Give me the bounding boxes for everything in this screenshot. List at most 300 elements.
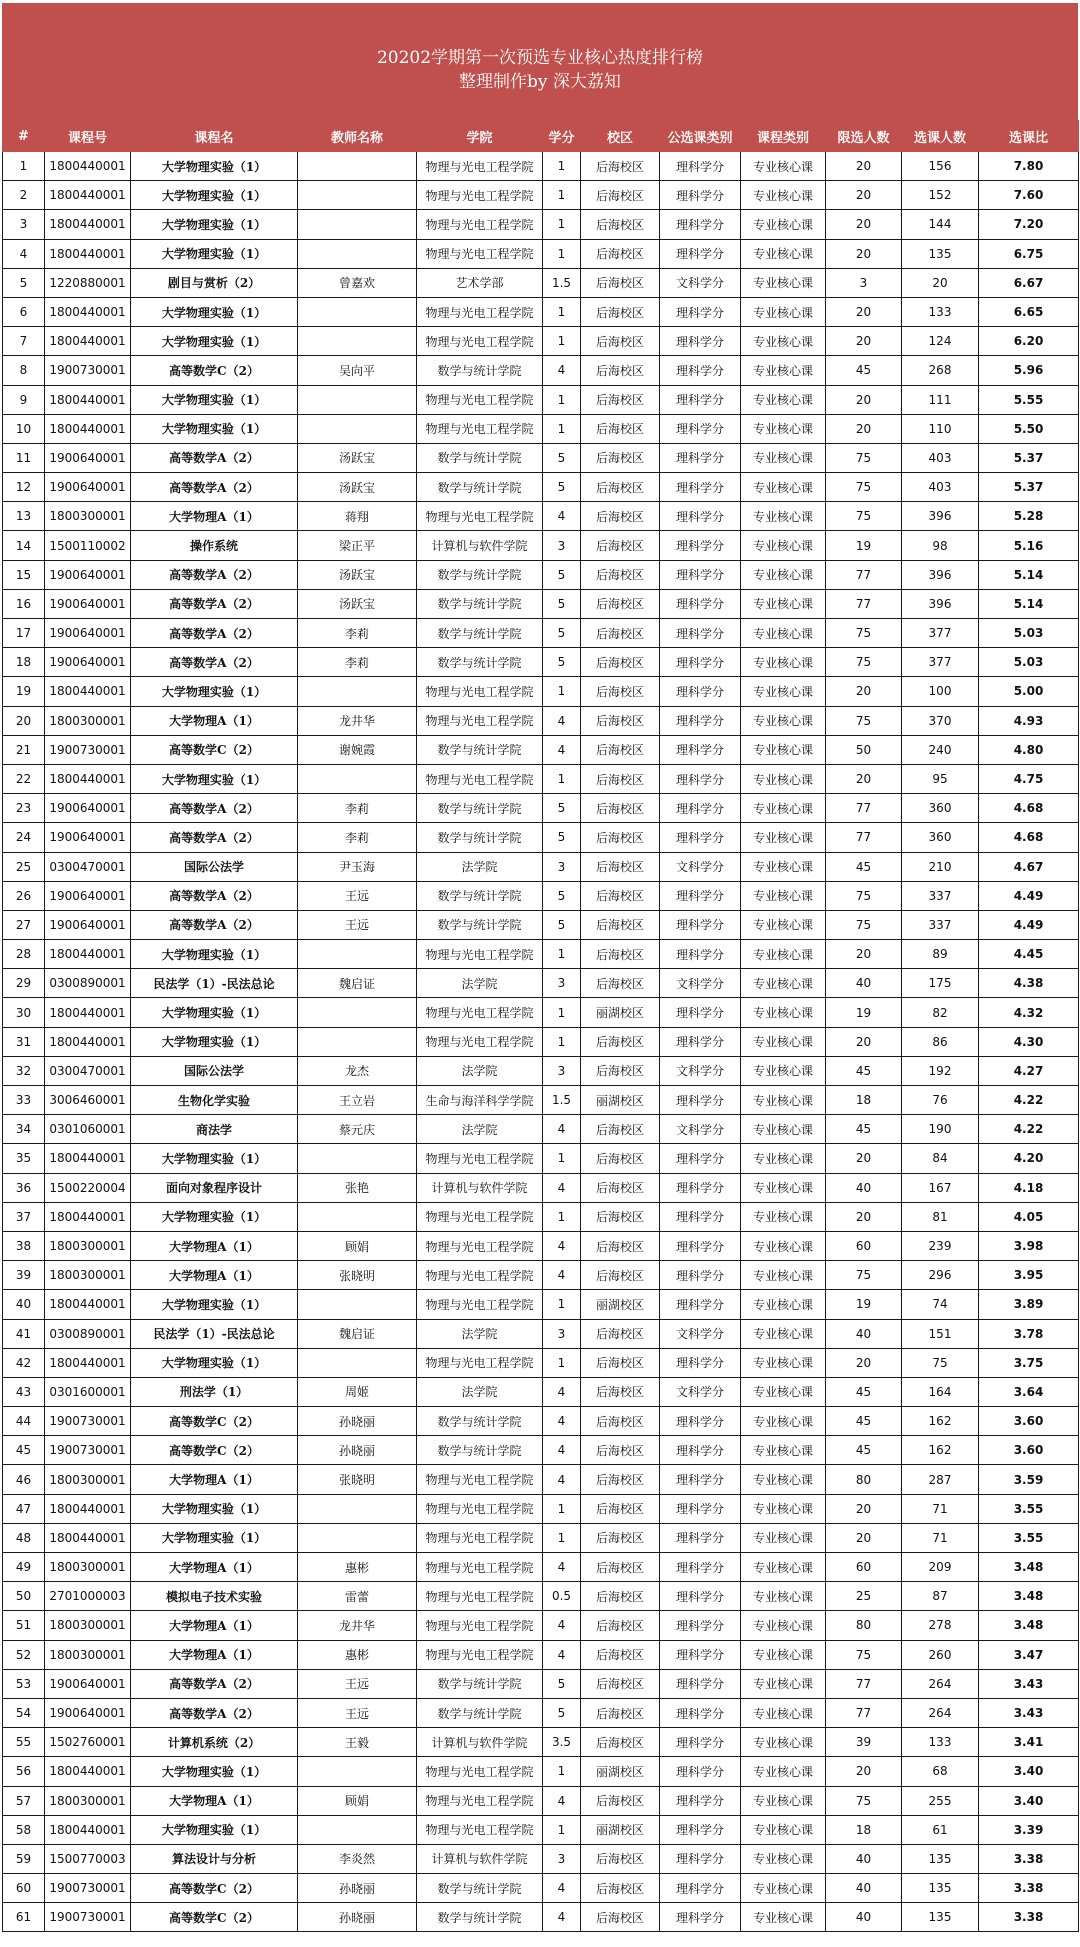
cell-ratio: 3.48 [979,1582,1079,1611]
cell-ratio: 5.37 [979,443,1079,472]
cell-teacher: 吴向平 [298,356,417,385]
cell-college: 数学与统计学院 [417,1436,543,1465]
cell-elective-category: 理科学分 [660,1027,741,1056]
cell-quota: 20 [826,1027,902,1056]
cell-rank: 45 [3,1436,45,1465]
cell-rank: 4 [3,239,45,268]
table-row [3,677,1079,706]
cell-course-category: 专业核心课 [741,940,826,969]
cell-elective-category: 理科学分 [660,152,741,181]
cell-course-category: 专业核心课 [741,998,826,1027]
cell-enrolled: 71 [902,1523,979,1552]
cell-ratio: 4.32 [979,998,1079,1027]
cell-course-code: 1800300001 [45,1261,131,1290]
cell-enrolled: 210 [902,852,979,881]
cell-credits: 1 [543,677,581,706]
cell-teacher: 孙晓丽 [298,1903,417,1932]
cell-credits: 3 [543,969,581,998]
cell-course-category: 专业核心课 [741,1669,826,1698]
cell-course-name: 大学物理实验（1） [131,677,298,706]
cell-course-category: 专业核心课 [741,1815,826,1844]
cell-campus: 丽湖校区 [581,998,660,1027]
cell-ratio: 3.60 [979,1436,1079,1465]
cell-elective-category: 理科学分 [660,1436,741,1465]
cell-course-category: 专业核心课 [741,210,826,239]
cell-college: 物理与光电工程学院 [417,1465,543,1494]
cell-course-code: 1800440001 [45,210,131,239]
cell-quota: 20 [826,1348,902,1377]
table-row [3,239,1079,268]
cell-college: 物理与光电工程学院 [417,210,543,239]
page-title: 20202学期第一次预选专业核心热度排行榜 [376,48,704,68]
cell-college: 法学院 [417,1056,543,1085]
cell-course-code: 0300470001 [45,852,131,881]
cell-enrolled: 71 [902,1494,979,1523]
cell-campus: 后海校区 [581,1728,660,1757]
cell-course-category: 专业核心课 [741,1144,826,1173]
cell-credits: 3 [543,852,581,881]
cell-elective-category: 理科学分 [660,1494,741,1523]
cell-credits: 1 [543,327,581,356]
table-row [3,764,1079,793]
cell-elective-category: 理科学分 [660,502,741,531]
cell-enrolled: 133 [902,297,979,326]
cell-ratio: 7.60 [979,181,1079,210]
table-row [3,1640,1079,1669]
cell-rank: 16 [3,589,45,618]
cell-enrolled: 192 [902,1056,979,1085]
cell-credits: 1 [543,1815,581,1844]
cell-course-category: 专业核心课 [741,1465,826,1494]
cell-campus: 后海校区 [581,1056,660,1085]
cell-ratio: 3.39 [979,1815,1079,1844]
cell-quota: 40 [826,1173,902,1202]
cell-course-code: 2701000003 [45,1582,131,1611]
cell-course-name: 大学物理A（1） [131,1640,298,1669]
cell-enrolled: 396 [902,560,979,589]
cell-college: 生命与海洋科学学院 [417,1086,543,1115]
cell-course-code: 1500220004 [45,1173,131,1202]
cell-enrolled: 100 [902,677,979,706]
cell-course-name: 面向对象程序设计 [131,1173,298,1202]
cell-course-category: 专业核心课 [741,619,826,648]
cell-campus: 后海校区 [581,1640,660,1669]
cell-campus: 后海校区 [581,1027,660,1056]
cell-enrolled: 255 [902,1786,979,1815]
cell-enrolled: 278 [902,1611,979,1640]
cell-ratio: 3.98 [979,1231,1079,1260]
cell-course-code: 1900640001 [45,1698,131,1727]
cell-course-category: 专业核心课 [741,1086,826,1115]
cell-course-category: 专业核心课 [741,385,826,414]
cell-ratio: 5.96 [979,356,1079,385]
cell-elective-category: 理科学分 [660,794,741,823]
cell-credits: 4 [543,1874,581,1903]
cell-quota: 20 [826,152,902,181]
cell-course-code: 0301060001 [45,1115,131,1144]
cell-credits: 1 [543,152,581,181]
cell-rank: 22 [3,764,45,793]
cell-course-name: 大学物理实验（1） [131,1523,298,1552]
cell-rank: 19 [3,677,45,706]
cell-credits: 1 [543,1523,581,1552]
cell-rank: 21 [3,735,45,764]
cell-enrolled: 337 [902,881,979,910]
cell-credits: 5 [543,881,581,910]
cell-credits: 4 [543,1786,581,1815]
cell-elective-category: 理科学分 [660,1728,741,1757]
cell-credits: 1 [543,764,581,793]
cell-elective-category: 理科学分 [660,1261,741,1290]
cell-teacher [298,414,417,443]
cell-campus: 后海校区 [581,764,660,793]
cell-college: 数学与统计学院 [417,1407,543,1436]
cell-teacher: 龙井华 [298,706,417,735]
cell-elective-category: 理科学分 [660,677,741,706]
cell-ratio: 4.80 [979,735,1079,764]
cell-course-name: 大学物理实验（1） [131,998,298,1027]
cell-teacher [298,1494,417,1523]
cell-enrolled: 89 [902,940,979,969]
cell-course-category: 专业核心课 [741,1494,826,1523]
cell-course-category: 专业核心课 [741,1115,826,1144]
cell-teacher [298,1202,417,1231]
cell-elective-category: 理科学分 [660,1874,741,1903]
cell-elective-category: 理科学分 [660,1698,741,1727]
table-row [3,443,1079,472]
cell-course-category: 专业核心课 [741,1553,826,1582]
table-row [3,1407,1079,1436]
cell-course-category: 专业核心课 [741,473,826,502]
cell-course-category: 专业核心课 [741,1202,826,1231]
cell-rank: 17 [3,619,45,648]
cell-college: 数学与统计学院 [417,735,543,764]
cell-elective-category: 理科学分 [660,1348,741,1377]
cell-campus: 后海校区 [581,852,660,881]
table-row [3,1582,1079,1611]
cell-credits: 4 [543,1407,581,1436]
cell-ratio: 7.80 [979,152,1079,181]
cell-rank: 44 [3,1407,45,1436]
cell-ratio: 3.48 [979,1553,1079,1582]
cell-course-code: 1800440001 [45,181,131,210]
cell-credits: 4 [543,356,581,385]
cell-rank: 25 [3,852,45,881]
cell-elective-category: 理科学分 [660,1786,741,1815]
cell-teacher [298,1523,417,1552]
cell-course-name: 大学物理实验（1） [131,1815,298,1844]
cell-elective-category: 理科学分 [660,881,741,910]
cell-ratio: 3.55 [979,1523,1079,1552]
cell-college: 数学与统计学院 [417,1698,543,1727]
cell-course-category: 专业核心课 [741,589,826,618]
cell-course-name: 高等数学A（2） [131,910,298,939]
cell-teacher: 周姬 [298,1377,417,1406]
cell-credits: 3 [543,1319,581,1348]
cell-rank: 24 [3,823,45,852]
cell-campus: 后海校区 [581,910,660,939]
cell-course-code: 1800440001 [45,1348,131,1377]
cell-quota: 77 [826,589,902,618]
cell-teacher [298,1144,417,1173]
cell-course-name: 大学物理实验（1） [131,1757,298,1786]
cell-ratio: 4.20 [979,1144,1079,1173]
cell-rank: 57 [3,1786,45,1815]
cell-course-category: 专业核心课 [741,910,826,939]
col-header-course-category: 课程类别 [741,121,826,152]
cell-quota: 20 [826,239,902,268]
cell-ratio: 5.28 [979,502,1079,531]
cell-elective-category: 理科学分 [660,1173,741,1202]
cell-teacher: 李莉 [298,648,417,677]
cell-course-name: 剧目与赏析（2） [131,268,298,297]
cell-elective-category: 理科学分 [660,823,741,852]
cell-quota: 20 [826,297,902,326]
cell-rank: 58 [3,1815,45,1844]
cell-course-name: 大学物理A（1） [131,502,298,531]
cell-course-code: 1800440001 [45,1757,131,1786]
cell-course-code: 1800300001 [45,1640,131,1669]
cell-elective-category: 理科学分 [660,297,741,326]
cell-teacher: 顾娟 [298,1786,417,1815]
cell-course-name: 高等数学A（2） [131,794,298,823]
cell-course-name: 民法学（1）-民法总论 [131,1319,298,1348]
cell-elective-category: 文科学分 [660,1115,741,1144]
cell-college: 计算机与软件学院 [417,1844,543,1873]
cell-quota: 20 [826,1202,902,1231]
cell-credits: 1 [543,1290,581,1319]
table-row [3,1144,1079,1173]
cell-enrolled: 84 [902,1144,979,1173]
cell-ratio: 3.60 [979,1407,1079,1436]
cell-credits: 1 [543,1348,581,1377]
cell-course-name: 模拟电子技术实验 [131,1582,298,1611]
cell-rank: 50 [3,1582,45,1611]
cell-course-name: 大学物理实验（1） [131,1290,298,1319]
cell-course-category: 专业核心课 [741,969,826,998]
cell-elective-category: 理科学分 [660,356,741,385]
cell-enrolled: 296 [902,1261,979,1290]
cell-credits: 5 [543,910,581,939]
cell-course-name: 生物化学实验 [131,1086,298,1115]
cell-enrolled: 74 [902,1290,979,1319]
col-header-campus: 校区 [581,121,660,152]
cell-ratio: 6.20 [979,327,1079,356]
cell-rank: 6 [3,297,45,326]
cell-ratio: 6.65 [979,297,1079,326]
cell-course-name: 大学物理实验（1） [131,1027,298,1056]
cell-quota: 20 [826,677,902,706]
cell-elective-category: 理科学分 [660,181,741,210]
cell-campus: 后海校区 [581,297,660,326]
cell-college: 物理与光电工程学院 [417,1027,543,1056]
cell-rank: 55 [3,1728,45,1757]
cell-rank: 27 [3,910,45,939]
cell-campus: 后海校区 [581,589,660,618]
cell-campus: 后海校区 [581,560,660,589]
table-row [3,560,1079,589]
cell-teacher: 蒋翔 [298,502,417,531]
cell-credits: 1.5 [543,1086,581,1115]
cell-rank: 47 [3,1494,45,1523]
col-header-course-name: 课程名 [131,121,298,152]
cell-course-name: 高等数学A（2） [131,881,298,910]
cell-course-code: 1900640001 [45,648,131,677]
cell-teacher: 王远 [298,910,417,939]
cell-quota: 45 [826,356,902,385]
cell-campus: 后海校区 [581,531,660,560]
cell-teacher: 蔡元庆 [298,1115,417,1144]
cell-enrolled: 98 [902,531,979,560]
cell-campus: 后海校区 [581,181,660,210]
col-header-credits: 学分 [543,121,581,152]
cell-credits: 4 [543,1640,581,1669]
cell-teacher: 王远 [298,1669,417,1698]
header-row [3,121,1079,152]
cell-elective-category: 理科学分 [660,1815,741,1844]
table-row [3,152,1079,181]
cell-elective-category: 理科学分 [660,1523,741,1552]
cell-quota: 19 [826,998,902,1027]
cell-enrolled: 151 [902,1319,979,1348]
cell-campus: 丽湖校区 [581,1290,660,1319]
cell-college: 数学与统计学院 [417,1874,543,1903]
cell-quota: 19 [826,1290,902,1319]
col-header-quota: 限选人数 [826,121,902,152]
cell-rank: 1 [3,152,45,181]
cell-course-code: 1800440001 [45,764,131,793]
cell-campus: 后海校区 [581,940,660,969]
cell-rank: 29 [3,969,45,998]
cell-teacher [298,210,417,239]
col-header-elective-category: 公选课类别 [660,121,741,152]
cell-teacher: 梁正平 [298,531,417,560]
cell-quota: 40 [826,969,902,998]
cell-course-code: 1800440001 [45,1027,131,1056]
cell-ratio: 4.45 [979,940,1079,969]
cell-rank: 14 [3,531,45,560]
cell-campus: 后海校区 [581,1407,660,1436]
cell-quota: 20 [826,1757,902,1786]
cell-ratio: 4.68 [979,794,1079,823]
cell-course-category: 专业核心课 [741,1757,826,1786]
cell-course-name: 大学物理A（1） [131,1465,298,1494]
cell-teacher: 汤跃宝 [298,473,417,502]
cell-course-name: 大学物理实验（1） [131,239,298,268]
cell-college: 数学与统计学院 [417,560,543,589]
cell-course-name: 大学物理实验（1） [131,940,298,969]
cell-elective-category: 理科学分 [660,648,741,677]
cell-enrolled: 403 [902,473,979,502]
cell-enrolled: 135 [902,239,979,268]
cell-ratio: 3.78 [979,1319,1079,1348]
table-row [3,1757,1079,1786]
cell-course-category: 专业核心课 [741,1640,826,1669]
table-row [3,1523,1079,1552]
cell-campus: 后海校区 [581,794,660,823]
cell-enrolled: 82 [902,998,979,1027]
cell-course-name: 大学物理实验（1） [131,1202,298,1231]
cell-ratio: 5.14 [979,560,1079,589]
cell-course-name: 国际公法学 [131,1056,298,1085]
cell-quota: 20 [826,1523,902,1552]
cell-credits: 5 [543,794,581,823]
cell-college: 数学与统计学院 [417,473,543,502]
col-header-rank: # [3,121,45,152]
cell-college: 物理与光电工程学院 [417,239,543,268]
cell-teacher [298,385,417,414]
cell-course-name: 高等数学A（2） [131,1669,298,1698]
cell-enrolled: 144 [902,210,979,239]
cell-course-code: 3006460001 [45,1086,131,1115]
cell-course-name: 高等数学C（2） [131,1903,298,1932]
cell-course-code: 1800440001 [45,152,131,181]
cell-course-code: 1800300001 [45,706,131,735]
cell-course-code: 1800440001 [45,414,131,443]
cell-teacher: 惠彬 [298,1640,417,1669]
cell-course-code: 1500770003 [45,1844,131,1873]
cell-course-code: 0300890001 [45,969,131,998]
cell-quota: 20 [826,1144,902,1173]
table-row [3,1056,1079,1085]
table-row [3,502,1079,531]
cell-ratio: 3.41 [979,1728,1079,1757]
cell-college: 法学院 [417,852,543,881]
cell-campus: 后海校区 [581,1261,660,1290]
cell-campus: 后海校区 [581,210,660,239]
cell-course-name: 高等数学C（2） [131,1436,298,1465]
cell-campus: 后海校区 [581,1377,660,1406]
table-row [3,1553,1079,1582]
cell-course-category: 专业核心课 [741,414,826,443]
cell-rank: 56 [3,1757,45,1786]
cell-teacher [298,677,417,706]
cell-ratio: 3.89 [979,1290,1079,1319]
cell-quota: 39 [826,1728,902,1757]
cell-teacher: 惠彬 [298,1553,417,1582]
cell-elective-category: 理科学分 [660,589,741,618]
cell-college: 物理与光电工程学院 [417,181,543,210]
cell-course-category: 专业核心课 [741,152,826,181]
cell-course-code: 1800440001 [45,1815,131,1844]
cell-rank: 42 [3,1348,45,1377]
cell-course-category: 专业核心课 [741,1728,826,1757]
col-header-teacher: 教师名称 [298,121,417,152]
cell-elective-category: 理科学分 [660,1465,741,1494]
cell-rank: 49 [3,1553,45,1582]
cell-college: 数学与统计学院 [417,356,543,385]
cell-ratio: 3.75 [979,1348,1079,1377]
cell-rank: 46 [3,1465,45,1494]
cell-college: 物理与光电工程学院 [417,764,543,793]
cell-course-category: 专业核心课 [741,531,826,560]
cell-elective-category: 理科学分 [660,1553,741,1582]
cell-ratio: 4.67 [979,852,1079,881]
cell-course-code: 1502760001 [45,1728,131,1757]
cell-quota: 20 [826,385,902,414]
cell-enrolled: 110 [902,414,979,443]
cell-college: 物理与光电工程学院 [417,1553,543,1582]
cell-rank: 48 [3,1523,45,1552]
cell-teacher: 李莉 [298,794,417,823]
cell-teacher: 孙晓丽 [298,1874,417,1903]
ranking-sheet [2,3,1078,1932]
cell-course-code: 1900730001 [45,1903,131,1932]
cell-course-category: 专业核心课 [741,1407,826,1436]
cell-quota: 40 [826,1844,902,1873]
cell-course-category: 专业核心课 [741,1523,826,1552]
cell-course-name: 大学物理实验（1） [131,414,298,443]
